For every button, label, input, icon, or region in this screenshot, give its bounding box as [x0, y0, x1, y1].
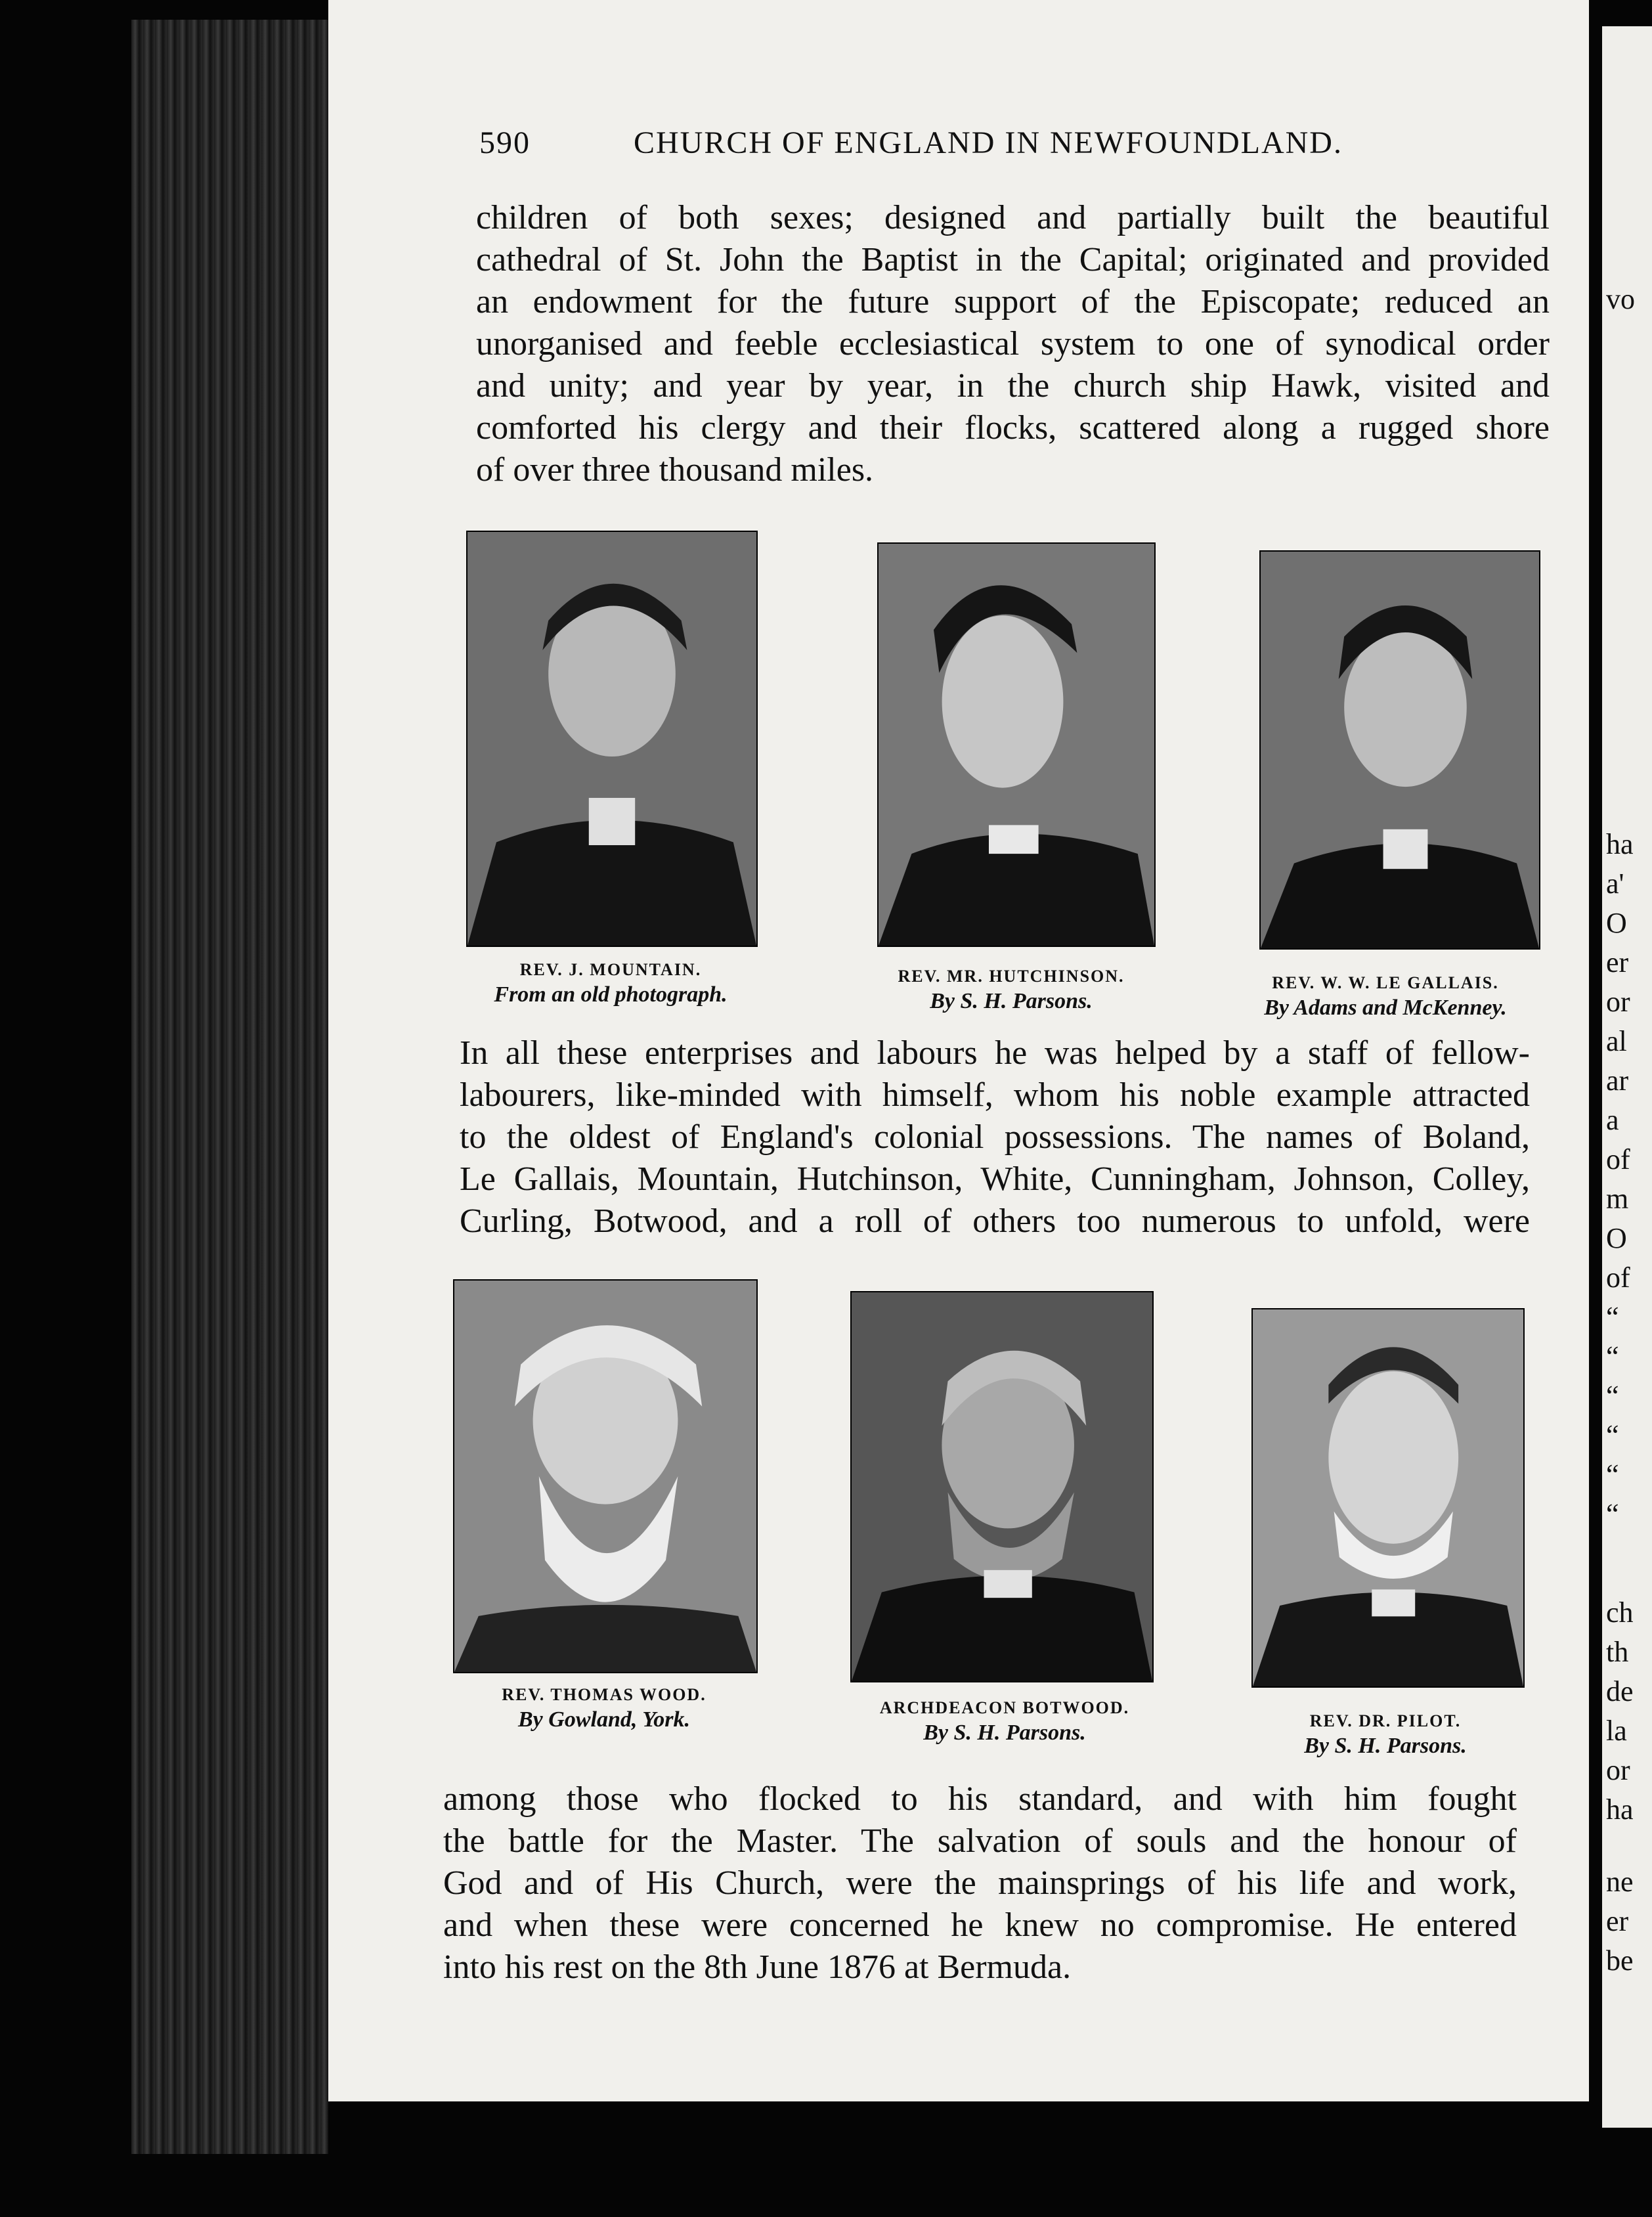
paragraph-1: [476, 197, 1550, 491]
facing-fragment: m: [1606, 1183, 1629, 1215]
facing-fragment: or: [1606, 986, 1630, 1018]
facing-fragment: er: [1606, 1905, 1629, 1937]
facing-fragment: a: [1606, 1104, 1619, 1136]
portrait-photo: [453, 1279, 758, 1673]
portrait-caption: [854, 967, 1169, 1014]
text-line: comforted his clergy and their flocks, scattered along a rugged shore: [476, 409, 1550, 447]
facing-fragment: “: [1606, 1459, 1619, 1491]
facing-page: [1602, 26, 1652, 2128]
facing-fragment: vo: [1606, 283, 1635, 315]
text-line: an endowment for the future support of the Episcopate; reduced an: [476, 283, 1550, 320]
facing-fragment: “: [1606, 1380, 1619, 1412]
text-line: and when these were concerned he knew no compromise. He entered: [443, 1906, 1517, 1944]
paragraph-3: [443, 1778, 1517, 1988]
facing-fragment: of: [1606, 1262, 1630, 1294]
running-title: CHURCH OF ENGLAND IN NEWFOUNDLAND.: [634, 125, 1343, 160]
facing-fragment: al: [1606, 1025, 1627, 1057]
portrait-credit: By Gowland, York.: [518, 1707, 690, 1732]
paragraph-2: [460, 1032, 1530, 1242]
facing-fragment: O: [1606, 907, 1627, 939]
facing-fragment: ne: [1606, 1866, 1634, 1898]
text-line: labourers, like-minded with himself, whom his noble example attracted: [460, 1076, 1530, 1114]
page-number: 590: [479, 125, 531, 160]
facing-fragment: er: [1606, 946, 1629, 978]
text-line: children of both sexes; designed and partially built the beautiful: [476, 199, 1550, 236]
text-line: cathedral of St. John the Baptist in the Capital; originated and provided: [476, 241, 1550, 278]
portrait-name: ARCHDEACON BOTWOOD.: [879, 1698, 1130, 1717]
portrait-caption: [453, 960, 768, 1007]
portrait-credit: By S. H. Parsons.: [930, 989, 1093, 1013]
facing-fragment: a': [1606, 867, 1624, 900]
portrait-caption: [446, 1685, 762, 1732]
facing-fragment: ha: [1606, 828, 1634, 860]
text-line: unorganised and feeble ecclesiastical system to one of synodical order: [476, 325, 1550, 362]
facing-fragment: de: [1606, 1675, 1634, 1707]
facing-fragment: th: [1606, 1636, 1629, 1668]
text-line: of over three thousand miles.: [476, 451, 874, 489]
portrait-name: REV. J. MOUNTAIN.: [519, 960, 702, 979]
portrait-photo: [466, 531, 758, 947]
portrait-photo: [850, 1291, 1154, 1682]
text-line: In all these enterprises and labours he was helped by a staff of fellow-: [460, 1034, 1530, 1072]
facing-fragment: “: [1606, 1301, 1619, 1333]
portrait-name: REV. DR. PILOT.: [1309, 1711, 1462, 1730]
text-line: Le Gallais, Mountain, Hutchinson, White, Cunningham, Johnson, Colley,: [460, 1160, 1530, 1198]
portrait-photo: [1259, 550, 1540, 950]
text-line: to the oldest of England's colonial possessions. The names of Boland,: [460, 1118, 1530, 1156]
portrait-name: REV. THOMAS WOOD.: [502, 1685, 706, 1704]
portrait-caption: [847, 1698, 1162, 1745]
text-line: among those who flocked to his standard, and with him fought: [443, 1780, 1517, 1818]
facing-fragment: be: [1606, 1944, 1634, 1977]
facing-fragment: or: [1606, 1754, 1630, 1786]
text-line: into his rest on the 8th June 1876 at Bermuda.: [443, 1948, 1072, 1986]
facing-fragment: ha: [1606, 1793, 1634, 1826]
portrait-name: REV. W. W. LE GALLAIS.: [1272, 973, 1499, 992]
book-page-edges: [131, 20, 328, 2154]
facing-fragment: la: [1606, 1715, 1627, 1747]
text-line: the battle for the Master. The salvation of souls and the honour of: [443, 1822, 1517, 1860]
portrait-credit: By Adams and McKenney.: [1264, 996, 1507, 1020]
text-line: God and of His Church, were the mainsprings of his life and work,: [443, 1864, 1517, 1902]
facing-fragment: ch: [1606, 1596, 1634, 1629]
facing-fragment: “: [1606, 1340, 1619, 1372]
facing-fragment: O: [1606, 1222, 1627, 1254]
portrait-credit: By S. H. Parsons.: [1304, 1734, 1467, 1758]
facing-fragment: “: [1606, 1498, 1619, 1530]
portrait-caption: [1228, 1711, 1543, 1759]
facing-fragment: ar: [1606, 1065, 1629, 1097]
text-line: Curling, Botwood, and a roll of others too numerous to unfold, were: [460, 1202, 1530, 1240]
portrait-credit: By S. H. Parsons.: [923, 1721, 1086, 1745]
portrait-caption: [1228, 973, 1543, 1021]
facing-fragment: of: [1606, 1143, 1630, 1175]
facing-fragment: “: [1606, 1419, 1619, 1451]
portrait-photo: [1251, 1308, 1525, 1688]
portrait-name: REV. MR. HUTCHINSON.: [898, 967, 1125, 986]
text-line: and unity; and year by year, in the church ship Hawk, visited and: [476, 367, 1550, 405]
portrait-photo: [877, 542, 1156, 947]
portrait-credit: From an old photograph.: [494, 982, 728, 1007]
